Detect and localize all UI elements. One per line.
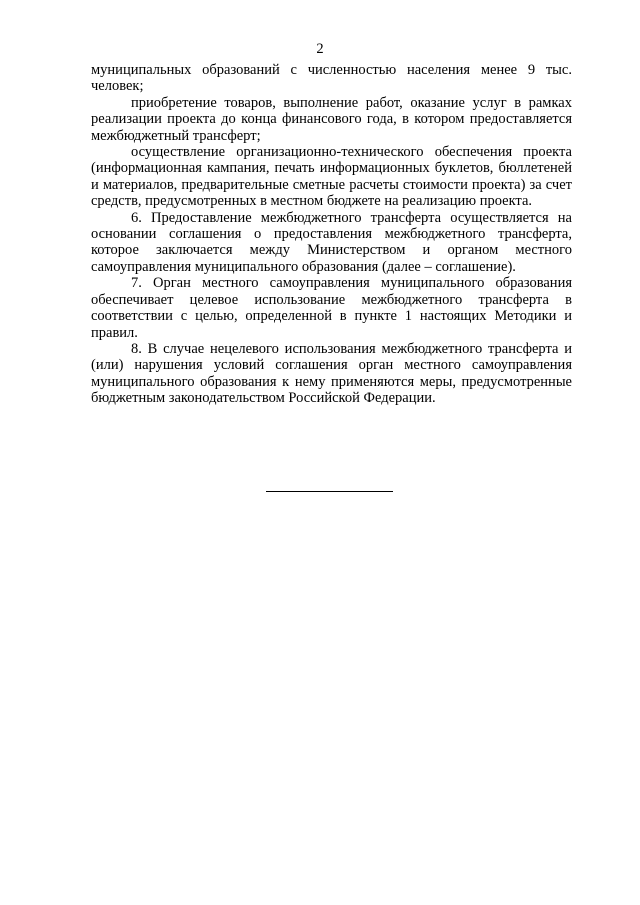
paragraph-continuation: муниципальных образований с численностью населения менее 9 тыс. человек; [91,62,572,95]
end-separator-line [266,491,393,492]
paragraph-item-6: 6. Предоставление межбюджетного трансферта осуществляется на основании соглашения о предоставления межбюджетного трансферта, которое заключается между Министерством и органом местного самоуправления муниципального образования (далее – соглашение). [91,209,572,275]
paragraph-goods-procurement: приобретение товаров, выполнение работ, оказание услуг в рамках реализации проекта до конца финансового года, в котором предоставляется межбюджетный трансферт; [91,94,572,144]
document-body [91,62,572,407]
paragraph-technical-support: осуществление организационно-технического обеспечения проекта (информационная кампания, печать информационных буклетов, бюллетеней и материалов, предварительные сметные расчеты стоимости проекта) за счет средств, предусмотренных в местном бюджете на реализацию проекта. [91,144,572,210]
paragraph-item-7: 7. Орган местного самоуправления муниципального образования обеспечивает целевое использование межбюджетного трансферта в соответствии с целью, определенной в пункте 1 настоящих Методики и правил. [91,275,572,341]
paragraph-item-8: 8. В случае нецелевого использования межбюджетного трансферта и (или) нарушения условий соглашения орган местного самоуправления муниципального образования к нему применяются меры, предусмотренные бюджетным законодательством Российской Федерации. [91,340,572,407]
page-number: 2 [316,41,324,57]
